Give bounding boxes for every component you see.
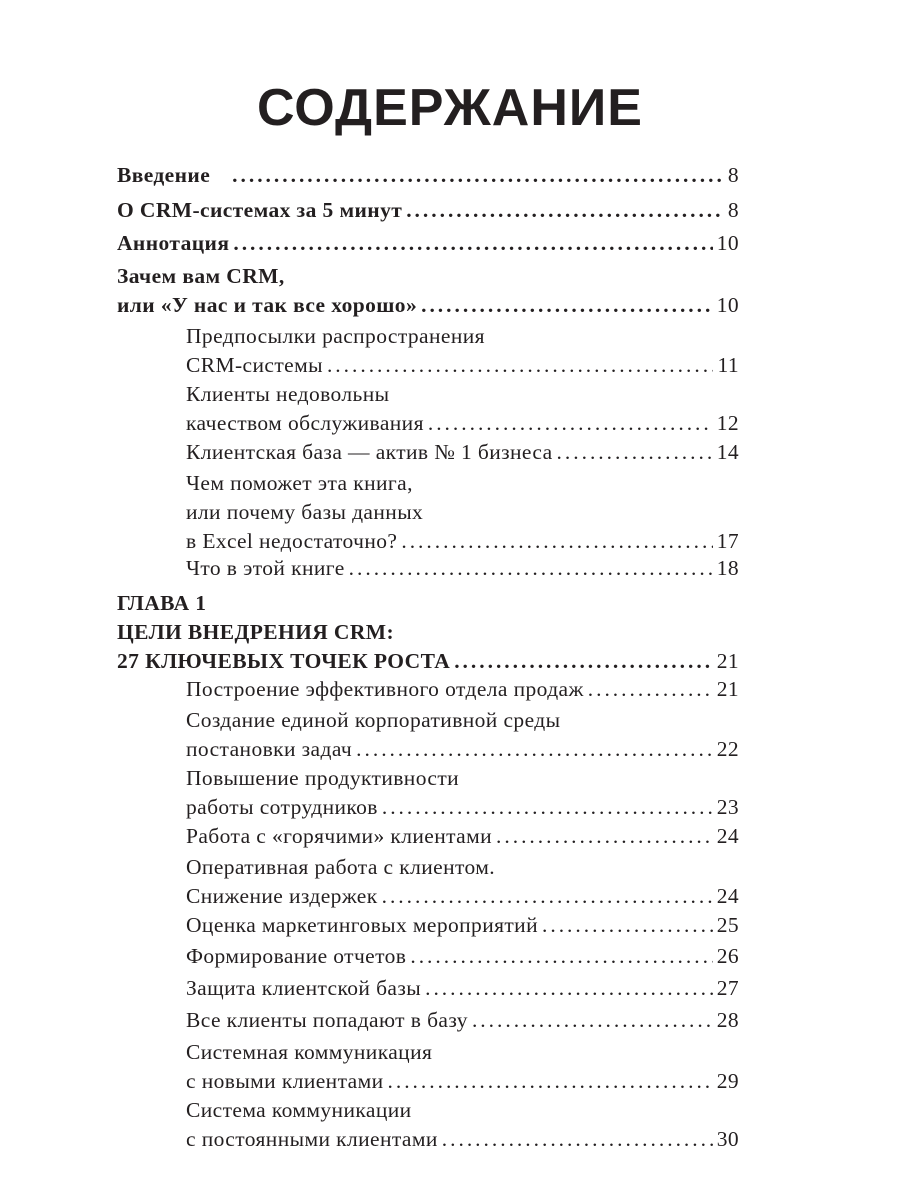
toc-entry-title: 27 КЛЮЧЕВЫХ ТОЧЕК РОСТА (117, 649, 451, 673)
toc-entry-reports (186, 942, 739, 971)
toc-entry-how-book-helps (186, 469, 739, 556)
toc-page-number: 24 (716, 884, 739, 908)
toc-entry-client-base-protection (186, 974, 739, 1003)
toc-entry-title-line: или почему базы данных (186, 500, 424, 524)
toc-page-number: 8 (727, 163, 739, 187)
dot-leader (428, 409, 713, 438)
toc-entry-regular-clients-communication (186, 1096, 739, 1154)
page-title: СОДЕРЖАНИЕ (257, 79, 643, 137)
toc-entry-marketing-evaluation (186, 911, 739, 940)
dot-leader (425, 974, 713, 1003)
toc-entry-prerequisites (186, 322, 739, 380)
dot-leader (388, 1067, 713, 1096)
toc-entry-introduction (117, 161, 739, 190)
toc-entry-title-line: Повышение продуктивности (186, 766, 460, 790)
toc-entry-title: постановки задач (186, 737, 353, 761)
toc-entry-title: Клиентская база — актив № 1 бизнеса (186, 440, 553, 464)
toc-page-number: 8 (727, 198, 739, 222)
toc-entry-hot-clients (186, 822, 739, 851)
toc-entry-title: Построение эффективного отдела продаж (186, 677, 584, 701)
dot-leader (327, 351, 714, 380)
toc-entry-operational-work (186, 853, 739, 911)
toc-entry-title-line: Чем поможет эта книга, (186, 471, 413, 495)
dot-leader (233, 229, 712, 258)
toc-page-number: 21 (716, 677, 739, 701)
toc-entry-title: в Excel недостаточно? (186, 529, 398, 553)
toc-entry-in-this-book (186, 554, 739, 583)
toc-entry-chapter-1 (117, 589, 739, 676)
toc-entry-annotation (117, 229, 739, 258)
dot-leader (410, 942, 712, 971)
toc-page-number: 12 (716, 411, 739, 435)
toc-page-number: 22 (716, 737, 739, 761)
toc-page-number: 29 (716, 1069, 739, 1093)
toc-entry-title-line: Зачем вам CRM, (117, 264, 285, 288)
toc-entry-title: с новыми клиентами (186, 1069, 384, 1093)
toc-entry-title: Защита клиентской базы (186, 976, 422, 1000)
dot-leader (356, 735, 713, 764)
dot-leader (382, 882, 713, 911)
toc-page-number: 10 (716, 293, 739, 317)
toc-page-number: 10 (716, 231, 739, 255)
toc-entry-title-line: Система коммуникации (186, 1098, 412, 1122)
toc-entry-title: или «У нас и так все хорошо» (117, 293, 418, 317)
toc-entry-title-line: Оперативная работа с клиентом. (186, 855, 496, 879)
toc-entry-title: Введение (117, 163, 211, 187)
toc-entry-title-line: ЦЕЛИ ВНЕДРЕНИЯ CRM: (117, 620, 395, 644)
dot-leader (442, 1125, 713, 1154)
toc-entry-title: Аннотация (117, 231, 230, 255)
toc-entry-title: с постоянными клиентами (186, 1127, 438, 1151)
toc-entry-sales-department (186, 675, 739, 704)
toc-entry-title: О CRM-системах за 5 минут (117, 198, 403, 222)
toc-page-number: 24 (716, 824, 739, 848)
toc-page-number: 26 (716, 944, 739, 968)
toc-entry-title: CRM-системы (186, 353, 323, 377)
dot-leader (401, 527, 712, 556)
toc-entry-title: Оценка маркетинговых мероприятий (186, 913, 538, 937)
toc-entry-title: Что в этой книге (186, 556, 345, 580)
toc-entry-title-line: ГЛАВА 1 (117, 591, 207, 615)
toc-page-number: 28 (716, 1008, 739, 1032)
toc-entry-clients-unhappy (186, 380, 739, 438)
dot-leader (406, 196, 724, 225)
toc-page-number: 30 (716, 1127, 739, 1151)
toc-entry-title: Снижение издержек (186, 884, 378, 908)
toc-entry-corporate-environment (186, 706, 739, 764)
toc-entry-all-clients-in-base (186, 1006, 739, 1035)
toc-page-number: 23 (716, 795, 739, 819)
dot-leader (421, 291, 713, 320)
toc-entry-title-line: Клиенты недовольны (186, 382, 390, 406)
toc-page-number: 21 (716, 649, 739, 673)
toc-entry-title-line: Создание единой корпоративной среды (186, 708, 561, 732)
toc-entry-why-crm (117, 262, 739, 320)
toc-page-number: 27 (716, 976, 739, 1000)
toc-entry-title: работы сотрудников (186, 795, 378, 819)
toc-page-number: 17 (716, 529, 739, 553)
dot-leader (472, 1006, 713, 1035)
toc-page-number: 18 (716, 556, 739, 580)
toc-entry-title-line: Предпосылки распространения (186, 324, 485, 348)
toc-page-number: 14 (716, 440, 739, 464)
dot-leader (496, 822, 713, 851)
toc-page-number: 25 (716, 913, 739, 937)
toc-entry-title: Формирование отчетов (186, 944, 407, 968)
toc-page-number: 11 (717, 353, 739, 377)
dot-leader (349, 554, 713, 583)
dot-leader (454, 647, 712, 676)
toc-entry-new-clients-communication (186, 1038, 739, 1096)
toc-entry-title-line: Системная коммуникация (186, 1040, 433, 1064)
toc-entry-title: качеством обслуживания (186, 411, 424, 435)
toc-entry-client-base-asset (186, 438, 739, 467)
toc-entry-title: Работа с «горячими» клиентами (186, 824, 493, 848)
dot-leader (232, 161, 724, 190)
dot-leader (382, 793, 713, 822)
toc-entry-productivity (186, 764, 739, 822)
toc-entry-crm-5-minutes (117, 196, 739, 225)
dot-leader (557, 438, 713, 467)
dot-leader (588, 675, 713, 704)
dot-leader (542, 911, 713, 940)
toc-entry-title: Все клиенты попадают в базу (186, 1008, 468, 1032)
